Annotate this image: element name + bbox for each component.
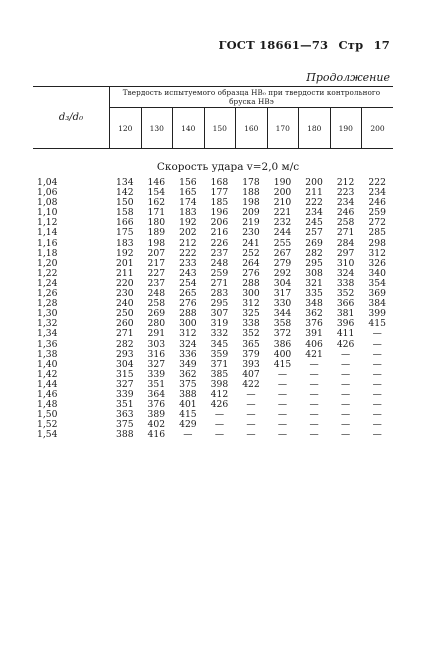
- hardness-value-cell: —: [277, 419, 288, 431]
- hardness-value-cell: 415: [179, 409, 197, 421]
- hardness-value-cell: 237: [210, 247, 229, 259]
- hardness-value-cell: 219: [242, 217, 260, 229]
- hardness-value-cell: —: [372, 419, 382, 431]
- hardness-value-cell: —: [214, 429, 224, 441]
- hardness-column-header: 140: [173, 108, 205, 149]
- hardness-value-cell: 166: [116, 217, 134, 229]
- hardness-value-cell: —: [341, 368, 351, 380]
- hardness-value-cell: 233: [179, 257, 197, 269]
- hardness-value-cell: —: [246, 399, 256, 411]
- hardness-value-cell: 349: [179, 358, 197, 370]
- hardness-value-cell: 259: [368, 207, 386, 219]
- hardness-value-cell: —: [341, 378, 351, 390]
- ratio-cell: 1,50: [37, 409, 58, 421]
- hardness-value-cell: 280: [147, 318, 166, 330]
- hardness-value-cell: 330: [273, 298, 292, 310]
- hardness-value-cell: 217: [147, 257, 166, 269]
- hardness-value-cell: —: [341, 399, 351, 411]
- hardness-value-cell: 375: [179, 378, 197, 390]
- hardness-value-cell: 198: [242, 197, 260, 209]
- hardness-value-cell: 429: [179, 419, 197, 431]
- hardness-value-cell: 211: [116, 267, 134, 279]
- hardness-value-cell: —: [246, 419, 256, 431]
- hardness-value-cell: 276: [179, 298, 197, 310]
- hardness-value-cell: 339: [116, 388, 134, 400]
- hardness-value-cell: 178: [242, 177, 260, 188]
- hardness-value-cell: 276: [242, 267, 260, 279]
- hardness-value-cell: 317: [273, 288, 292, 300]
- hardness-value-cell: 206: [210, 217, 229, 229]
- hardness-column-header: 150: [204, 108, 236, 149]
- ratio-cell: 1,14: [37, 227, 58, 239]
- ratio-cell: 1,28: [37, 298, 58, 310]
- hardness-value-cell: 351: [147, 378, 166, 390]
- hardness-value-cell: —: [277, 378, 288, 390]
- hardness-value-cell: 295: [305, 257, 323, 269]
- table-body: [33, 178, 393, 440]
- hardness-value-cell: 188: [242, 187, 260, 199]
- hardness-value-cell: 272: [368, 217, 386, 229]
- hardness-value-cell: 354: [368, 277, 386, 289]
- hardness-value-cell: —: [341, 388, 351, 400]
- hardness-value-cell: 388: [179, 388, 197, 400]
- hardness-value-cell: —: [214, 409, 224, 421]
- hardness-value-cell: 293: [116, 348, 134, 360]
- hardness-value-cell: —: [309, 378, 319, 390]
- hardness-value-cell: 338: [242, 318, 260, 330]
- hardness-value-cell: 364: [147, 388, 166, 400]
- table-row: [33, 400, 393, 410]
- page-header: [212, 38, 390, 52]
- hardness-value-cell: 158: [116, 207, 134, 219]
- hardness-value-cell: 237: [147, 277, 166, 289]
- ratio-cell: 1,20: [37, 257, 58, 269]
- hardness-value-cell: 339: [147, 368, 166, 380]
- hardness-value-cell: 391: [305, 328, 323, 340]
- hardness-value-cell: 406: [305, 338, 323, 350]
- hardness-value-cell: 282: [305, 247, 323, 259]
- hardness-value-cell: 362: [305, 308, 323, 320]
- standard-number: ГОСТ 18661—73: [218, 38, 329, 52]
- hardness-value-cell: 352: [242, 328, 260, 340]
- hardness-value-cell: —: [372, 368, 382, 380]
- hardness-value-cell: —: [372, 399, 382, 411]
- hardness-value-cell: 396: [336, 318, 355, 330]
- hardness-value-cell: —: [309, 399, 319, 411]
- hardness-column-header: 190: [330, 108, 362, 149]
- hardness-value-cell: —: [183, 429, 193, 441]
- ratio-cell: 1,42: [37, 368, 58, 380]
- hardness-value-cell: —: [372, 338, 382, 350]
- hardness-value-cell: 416: [147, 429, 166, 441]
- hardness-value-cell: 246: [336, 207, 355, 219]
- hardness-value-cell: 201: [116, 257, 134, 269]
- hardness-value-cell: 142: [116, 187, 134, 199]
- ratio-cell: 1,38: [37, 348, 58, 360]
- ratio-cell: 1,04: [37, 177, 58, 188]
- hardness-value-cell: 183: [179, 207, 197, 219]
- hardness-value-cell: 376: [305, 318, 323, 330]
- hardness-value-cell: 250: [116, 308, 134, 320]
- hardness-table: [33, 86, 393, 440]
- hardness-value-cell: 324: [336, 267, 355, 279]
- hardness-value-cell: 384: [368, 298, 386, 310]
- ratio-cell: 1,24: [37, 277, 58, 289]
- hardness-value-cell: 327: [147, 358, 166, 370]
- hardness-value-cell: 415: [273, 358, 292, 370]
- hardness-value-cell: —: [372, 378, 382, 390]
- ratio-cell: 1,40: [37, 358, 58, 370]
- hardness-value-cell: 340: [368, 267, 386, 279]
- hardness-value-cell: 401: [179, 399, 197, 411]
- ratio-cell: 1,22: [37, 267, 58, 279]
- hardness-value-cell: 267: [273, 247, 292, 259]
- hardness-value-cell: 134: [116, 177, 134, 188]
- ratio-cell: 1,44: [37, 378, 58, 390]
- hardness-value-cell: 165: [179, 187, 197, 199]
- hardness-column-header: 130: [141, 108, 173, 149]
- hardness-value-cell: —: [277, 388, 288, 400]
- table-row: [33, 410, 393, 420]
- hardness-value-cell: 183: [116, 237, 134, 249]
- hardness-value-cell: 222: [179, 247, 197, 259]
- hardness-value-cell: 336: [179, 348, 197, 360]
- ratio-cell: 1,06: [37, 187, 58, 199]
- hardness-value-cell: 174: [179, 197, 197, 209]
- hardness-value-cell: 279: [273, 257, 292, 269]
- hardness-value-cell: 212: [336, 177, 355, 188]
- hardness-value-cell: 211: [305, 187, 323, 199]
- hardness-value-cell: 379: [242, 348, 260, 360]
- hardness-value-cell: 223: [336, 187, 355, 199]
- hardness-value-cell: 398: [210, 378, 229, 390]
- hardness-value-cell: 154: [147, 187, 166, 199]
- hardness-value-cell: 312: [179, 328, 197, 340]
- hardness-value-cell: —: [341, 348, 351, 360]
- hardness-value-cell: 222: [305, 197, 323, 209]
- hardness-column-header: 120: [110, 108, 142, 149]
- hardness-value-cell: —: [372, 348, 382, 360]
- hardness-value-cell: 248: [147, 288, 166, 300]
- hardness-value-cell: 200: [305, 177, 323, 188]
- hardness-value-cell: 348: [305, 298, 323, 310]
- hardness-value-cell: 304: [116, 358, 134, 370]
- hardness-value-cell: —: [277, 399, 288, 411]
- hardness-value-cell: 265: [179, 288, 197, 300]
- hardness-value-cell: 388: [116, 429, 134, 441]
- hardness-value-cell: 180: [147, 217, 166, 229]
- hardness-value-cell: 258: [336, 217, 355, 229]
- hardness-value-cell: 198: [147, 237, 166, 249]
- hardness-value-cell: 303: [147, 338, 166, 350]
- hardness-value-cell: —: [372, 429, 382, 441]
- hardness-value-cell: 216: [210, 227, 229, 239]
- hardness-value-cell: 241: [242, 237, 260, 249]
- hardness-column-header: 200: [370, 123, 385, 133]
- hardness-value-cell: 295: [210, 298, 229, 310]
- hardness-value-cell: 240: [116, 298, 134, 310]
- hardness-value-cell: 168: [210, 177, 229, 188]
- hardness-value-cell: —: [309, 388, 319, 400]
- hardness-value-cell: —: [341, 419, 351, 431]
- hardness-value-cell: 226: [210, 237, 229, 249]
- hardness-value-cell: 177: [210, 187, 229, 199]
- hardness-value-cell: 327: [116, 378, 134, 390]
- hardness-value-cell: 366: [336, 298, 355, 310]
- hardness-value-cell: 222: [368, 177, 386, 188]
- hardness-value-cell: 315: [116, 368, 134, 380]
- hardness-value-cell: —: [372, 388, 382, 400]
- hardness-value-cell: 312: [368, 247, 386, 259]
- hardness-value-cell: 192: [179, 217, 197, 229]
- hardness-value-cell: —: [341, 429, 351, 441]
- page-label: Стр: [338, 38, 364, 52]
- hardness-value-cell: 288: [242, 277, 260, 289]
- ratio-cell: 1,18: [37, 247, 58, 259]
- hardness-value-cell: 399: [368, 308, 386, 320]
- hardness-value-cell: 146: [147, 177, 166, 188]
- hardness-value-cell: 230: [242, 227, 260, 239]
- hardness-value-cell: 264: [242, 257, 260, 269]
- hardness-value-cell: 298: [368, 237, 386, 249]
- hardness-value-cell: —: [372, 358, 382, 370]
- ratio-cell: 1,34: [37, 328, 58, 340]
- hardness-value-cell: 282: [116, 338, 134, 350]
- hardness-value-cell: —: [372, 409, 382, 421]
- ratio-cell: 1,16: [37, 237, 58, 249]
- hardness-value-cell: 411: [336, 328, 355, 340]
- hardness-value-cell: 307: [210, 308, 229, 320]
- table-row: [33, 420, 393, 430]
- hardness-value-cell: 415: [368, 318, 386, 330]
- ratio-cell: 1,36: [37, 338, 58, 350]
- hardness-value-cell: 283: [210, 288, 229, 300]
- hardness-value-cell: 386: [273, 338, 292, 350]
- table-header: [33, 86, 393, 149]
- hardness-value-cell: —: [309, 368, 319, 380]
- hardness-value-cell: 248: [210, 257, 229, 269]
- hardness-value-cell: 338: [336, 277, 355, 289]
- hardness-value-cell: —: [277, 429, 288, 441]
- hardness-value-cell: 227: [147, 267, 166, 279]
- hardness-value-cell: 185: [210, 197, 229, 209]
- hardness-value-cell: 246: [368, 197, 386, 209]
- hardness-value-cell: 220: [116, 277, 134, 289]
- hardness-group-header: Твердость испытуемого образца HB₀ при твердости контрольного бруска HBэ: [110, 87, 394, 108]
- hardness-value-cell: 269: [305, 237, 323, 249]
- hardness-value-cell: 230: [116, 288, 134, 300]
- hardness-value-cell: 371: [210, 358, 229, 370]
- hardness-value-cell: 258: [147, 298, 166, 310]
- hardness-value-cell: 202: [179, 227, 197, 239]
- ratio-cell: 1,52: [37, 419, 58, 431]
- hardness-value-cell: 422: [242, 378, 260, 390]
- hardness-value-cell: 292: [273, 267, 292, 279]
- hardness-value-cell: 288: [179, 308, 197, 320]
- ratio-cell: 1,12: [37, 217, 58, 229]
- hardness-value-cell: 319: [210, 318, 229, 330]
- hardness-value-cell: 209: [242, 207, 260, 219]
- hardness-value-cell: 284: [336, 237, 355, 249]
- hardness-value-cell: 221: [273, 207, 292, 219]
- hardness-value-cell: 375: [116, 419, 134, 431]
- impact-speed-caption: Скорость удара v=2,0 м/с: [156, 161, 300, 173]
- ratio-cell: 1,10: [37, 207, 58, 219]
- hardness-value-cell: 271: [116, 328, 134, 340]
- hardness-value-cell: —: [277, 368, 288, 380]
- ratio-column-header: d₃/d₀: [33, 87, 110, 149]
- hardness-value-cell: 369: [368, 288, 386, 300]
- hardness-value-cell: 316: [147, 348, 166, 360]
- hardness-value-cell: 310: [336, 257, 355, 269]
- hardness-value-cell: 271: [210, 277, 229, 289]
- hardness-value-cell: 244: [273, 227, 292, 239]
- hardness-value-cell: 345: [210, 338, 229, 350]
- hardness-value-cell: 252: [242, 247, 260, 259]
- hardness-value-cell: 426: [210, 399, 229, 411]
- hardness-value-cell: 324: [179, 338, 197, 350]
- hardness-value-cell: 297: [336, 247, 355, 259]
- hardness-value-cell: 189: [147, 227, 166, 239]
- ratio-cell: 1,08: [37, 197, 58, 209]
- hardness-value-cell: 207: [147, 247, 166, 259]
- hardness-value-cell: 259: [210, 267, 229, 279]
- hardness-value-cell: 426: [336, 338, 355, 350]
- hardness-value-cell: 234: [368, 187, 386, 199]
- hardness-value-cell: —: [246, 409, 256, 421]
- table-row: [33, 430, 393, 440]
- hardness-value-cell: 352: [336, 288, 355, 300]
- hardness-value-cell: 175: [116, 227, 134, 239]
- hardness-value-cell: 254: [179, 277, 197, 289]
- hardness-value-cell: 245: [305, 217, 323, 229]
- hardness-value-cell: 412: [210, 388, 229, 400]
- hardness-value-cell: 389: [147, 409, 166, 421]
- hardness-value-cell: 326: [368, 257, 386, 269]
- ratio-cell: 1,46: [37, 388, 58, 400]
- hardness-value-cell: —: [246, 388, 256, 400]
- hardness-value-cell: —: [309, 409, 319, 421]
- hardness-value-cell: 362: [179, 368, 197, 380]
- hardness-value-cell: 269: [147, 308, 166, 320]
- hardness-value-cell: 332: [210, 328, 229, 340]
- hardness-value-cell: 300: [179, 318, 197, 330]
- page-number: 17: [373, 38, 390, 52]
- hardness-value-cell: 376: [147, 399, 166, 411]
- continuation-label: Продолжение: [306, 71, 390, 84]
- hardness-value-cell: 312: [242, 298, 260, 310]
- hardness-value-cell: 150: [116, 197, 134, 209]
- hardness-value-cell: —: [277, 409, 288, 421]
- hardness-value-cell: 190: [273, 177, 292, 188]
- hardness-value-cell: —: [309, 419, 319, 431]
- hardness-column-header: 180: [299, 108, 331, 149]
- hardness-value-cell: 234: [305, 207, 323, 219]
- hardness-value-cell: 363: [116, 409, 134, 421]
- hardness-column-header: 170: [267, 108, 299, 149]
- hardness-value-cell: 210: [273, 197, 292, 209]
- hardness-value-cell: 304: [273, 277, 292, 289]
- hardness-value-cell: 351: [116, 399, 134, 411]
- hardness-value-cell: —: [341, 409, 351, 421]
- hardness-value-cell: 271: [336, 227, 355, 239]
- hardness-value-cell: 308: [305, 267, 323, 279]
- hardness-value-cell: 243: [179, 267, 197, 279]
- ratio-cell: 1,32: [37, 318, 58, 330]
- hardness-value-cell: 358: [273, 318, 292, 330]
- hardness-value-cell: —: [214, 419, 224, 431]
- hardness-value-cell: 234: [336, 197, 355, 209]
- hardness-value-cell: 171: [147, 207, 166, 219]
- hardness-value-cell: 200: [273, 187, 292, 199]
- hardness-value-cell: 192: [116, 247, 134, 259]
- hardness-value-cell: 212: [179, 237, 197, 249]
- ratio-cell: 1,54: [37, 429, 58, 441]
- hardness-value-cell: —: [309, 429, 319, 441]
- hardness-value-cell: 260: [116, 318, 134, 330]
- hardness-value-cell: —: [246, 429, 256, 441]
- hardness-value-cell: 372: [273, 328, 292, 340]
- hardness-value-cell: 325: [242, 308, 260, 320]
- ratio-cell: 1,48: [37, 399, 58, 411]
- hardness-value-cell: 385: [210, 368, 229, 380]
- hardness-value-cell: 381: [336, 308, 355, 320]
- hardness-value-cell: 321: [305, 277, 323, 289]
- ratio-cell: 1,26: [37, 288, 58, 300]
- hardness-value-cell: 196: [210, 207, 229, 219]
- hardness-value-cell: 365: [242, 338, 260, 350]
- hardness-value-cell: 393: [242, 358, 260, 370]
- hardness-value-cell: 400: [273, 348, 292, 360]
- table-row: [33, 329, 393, 339]
- hardness-value-cell: 285: [368, 227, 386, 239]
- hardness-value-cell: 402: [147, 419, 166, 431]
- hardness-value-cell: 257: [305, 227, 323, 239]
- hardness-value-cell: 291: [147, 328, 166, 340]
- hardness-value-cell: 421: [305, 348, 323, 360]
- hardness-value-cell: 162: [147, 197, 166, 209]
- hardness-value-cell: 156: [179, 177, 197, 188]
- hardness-value-cell: 232: [273, 217, 292, 229]
- ratio-cell: 1,30: [37, 308, 58, 320]
- hardness-value-cell: —: [372, 328, 382, 340]
- hardness-column-header: 160: [236, 108, 268, 149]
- hardness-value-cell: 359: [210, 348, 229, 360]
- hardness-value-cell: 255: [273, 237, 292, 249]
- hardness-value-cell: 300: [242, 288, 260, 300]
- hardness-value-cell: 335: [305, 288, 323, 300]
- hardness-value-cell: —: [341, 358, 351, 370]
- hardness-value-cell: 344: [273, 308, 292, 320]
- hardness-value-cell: —: [309, 358, 319, 370]
- hardness-value-cell: 407: [242, 368, 260, 380]
